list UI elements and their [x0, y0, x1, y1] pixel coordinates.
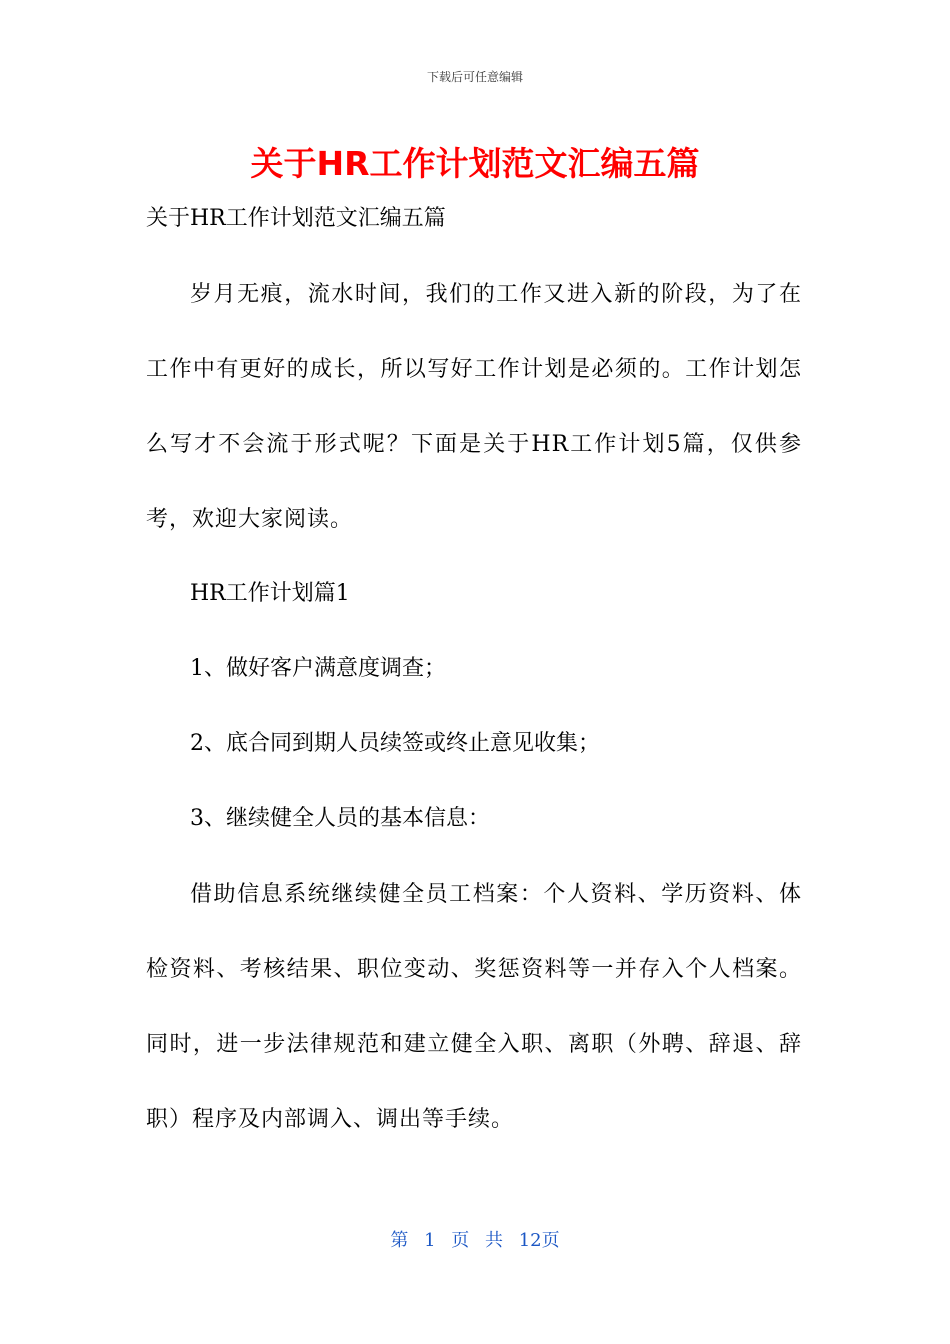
document-title: 关于HR工作计划范文汇编五篇: [250, 144, 700, 183]
intro-paragraph: 岁月无痕，流水时间，我们的工作又进入新的阶段，为了在工作中有更好的成长，所以写好工作计划是必须的。工作计划怎么写才不会流于形式呢？下面是关于HR工作计划5篇，仅供参考，欢迎大家阅读。: [146, 281, 802, 532]
list-item: 2、底合同到期人员续签或终止意见收集；: [190, 730, 600, 756]
document-subtitle: 关于HR工作计划范文汇编五篇: [146, 206, 446, 231]
list-item: 3、继续健全人员的基本信息：: [190, 805, 490, 831]
list-item: 1、做好客户满意度调查；: [190, 655, 446, 681]
detail-paragraph: 借助信息系统继续健全员工档案：个人资料、学历资料、体检资料、考核结果、职位变动、奖惩资料等一并存入个人档案。同时，进一步法律规范和建立健全入职、离职（外聘、辞退、辞职）程序及内部调入、调出等手续。: [146, 881, 802, 1132]
page-number-footer: 第 1 页 共 12页: [390, 1230, 560, 1251]
header-note: 下载后可任意编辑: [426, 70, 523, 84]
document-body: [146, 200, 802, 1157]
section-heading: HR工作计划篇1: [190, 580, 350, 606]
